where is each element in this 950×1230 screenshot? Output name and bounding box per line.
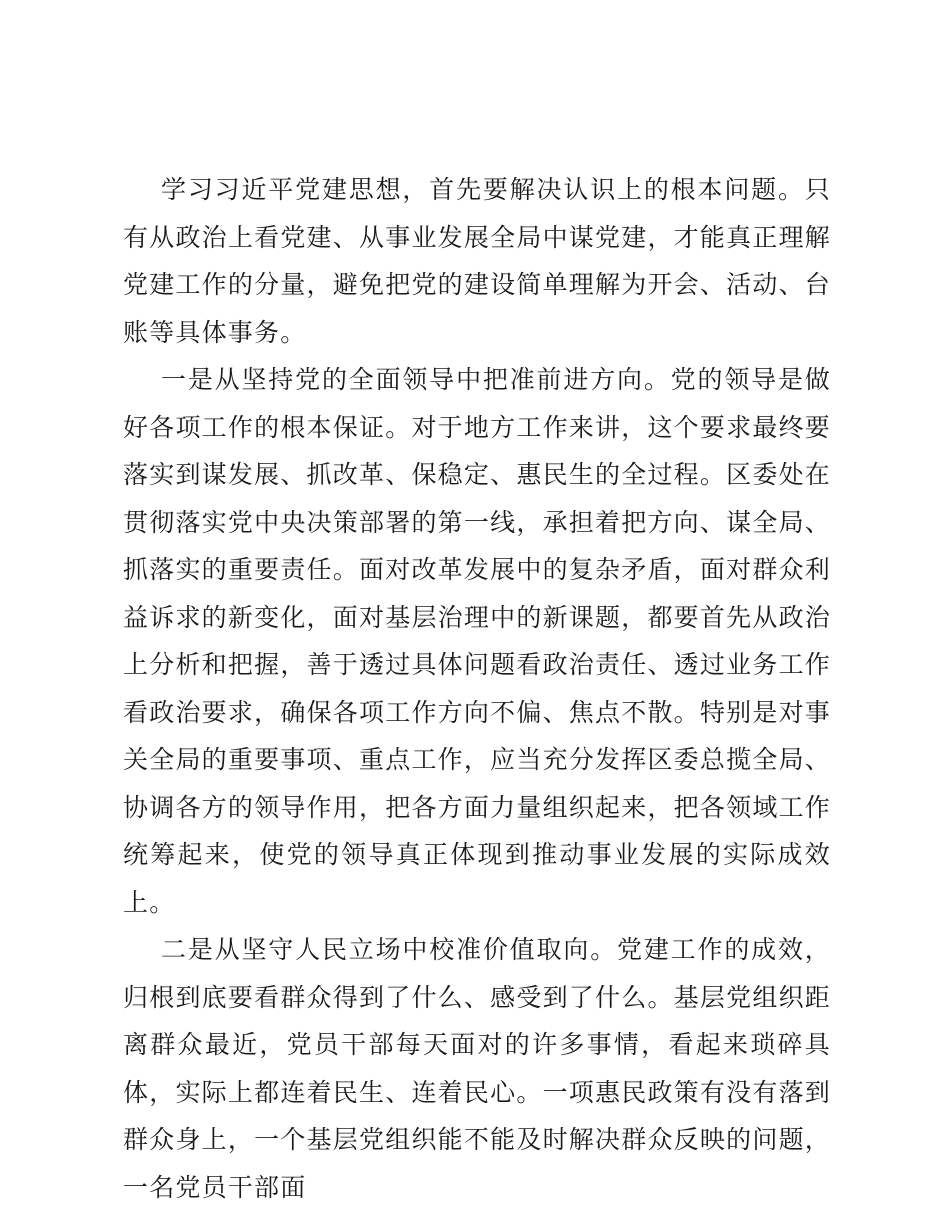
paragraph-party-leadership: 一是从坚持党的全面领导中把准前进方向。党的领导是做好各项工作的根本保证。对于地方工作来讲，这个要求最终要落实到谋发展、抓改革、保稳定、惠民生的全过程。区委处在贯彻落实党中央决策部署的第一线，承担着把方向、谋全局、抓落实的重要责任。面对改革发展中的复杂矛盾，面对群众利益诉求的新变化，面对基层治理中的新课题，都要首先从政治上分析和把握，善于透过具体问题看政治责任、透过业务工作看政治要求，确保各项工作方向不偏、焦点不散。特别是对事关全局的重要事项、重点工作，应当充分发挥区委总揽全局、协调各方的领导作用，把各方面力量组织起来，把各领域工作统筹起来，使党的领导真正体现到推动事业发展的实际成效上。	[123, 365, 831, 917]
paragraph-people-stance: 二是从坚守人民立场中校准价值取向。党建工作的成效，归根到底要看群众得到了什么、感受到了什么。基层党组织距离群众最近，党员干部每天面对的许多事情，看起来琐碎具体，实际上都连着民生、连着民心。一项惠民政策有没有落到群众身上，一个基层党组织能不能及时解决群众反映的问题，一名党员干部面	[123, 935, 831, 1202]
paragraph-intro: 学习习近平党建思想，首先要解决认识上的根本问题。只有从政治上看党建、从事业发展全局中谋党建，才能真正理解党建工作的分量，避免把党的建设简单理解为开会、活动、台账等具体事务。	[123, 175, 831, 347]
document-body	[123, 166, 831, 1211]
